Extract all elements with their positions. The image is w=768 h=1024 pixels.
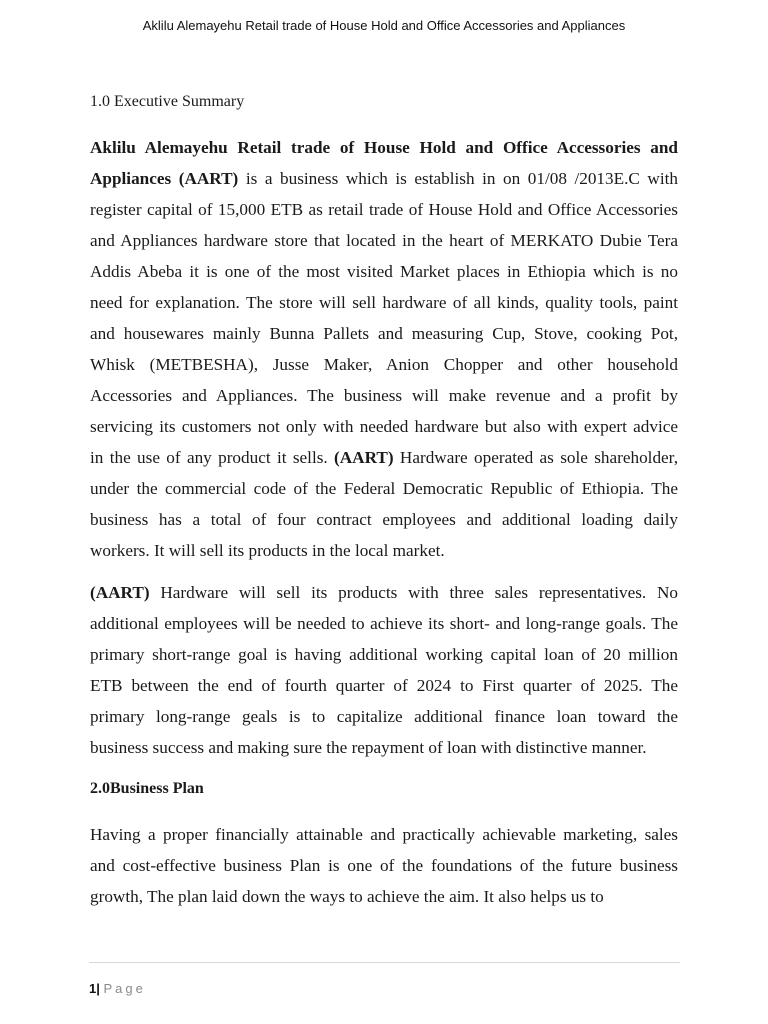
bold-text: (AART) — [334, 448, 394, 467]
text-line — [90, 411, 678, 442]
paragraph-business-plan — [90, 819, 678, 912]
bold-text: Aklilu Alemayehu Retail trade of House Hold and Office Accessories and — [90, 138, 678, 157]
running-header: Aklilu Alemayehu Retail trade of House Hold and Office Accessories and Appliances — [142, 18, 626, 33]
text-line — [90, 473, 678, 504]
heading-executive-summary: 1.0 Executive Summary — [90, 93, 245, 110]
text-segment: in the use of any product it sells. — [90, 448, 335, 467]
text-line — [90, 225, 678, 256]
text-segment: Hardware will sell its products with three sales representatives. No — [149, 583, 678, 602]
heading-business-plan: 2.0Business Plan — [90, 780, 204, 797]
footer-divider — [89, 962, 680, 963]
text-line — [90, 608, 678, 639]
text-segment: primary long-range geals is to capitalize additional finance loan toward the — [90, 707, 678, 726]
text-line — [90, 318, 678, 349]
text-line — [90, 577, 678, 608]
text-line — [90, 287, 678, 318]
page-label: Page — [103, 981, 146, 996]
text-line — [90, 163, 678, 194]
text-line — [90, 256, 678, 287]
text-line — [90, 639, 678, 670]
page-footer — [89, 981, 146, 996]
text-segment: and housewares mainly Bunna Pallets and measuring Cup, Stove, cooking Pot, — [90, 324, 678, 343]
text-line — [90, 349, 678, 380]
text-segment: is a business which is establish in on 01/08 /2013E.C with — [238, 169, 678, 188]
text-segment: ETB between the end of fourth quarter of 2024 to First quarter of 2025. The — [90, 676, 678, 695]
text-segment: Hardware operated as sole shareholder, — [393, 448, 678, 467]
footer-separator: | — [96, 981, 100, 996]
text-segment: primary short-range goal is having additional working capital loan of 20 million — [90, 645, 678, 664]
text-line — [90, 132, 678, 163]
paragraph-summary — [90, 132, 678, 566]
text-line — [90, 535, 678, 566]
text-segment: business success and making sure the repayment of loan with distinctive manner. — [90, 738, 647, 757]
text-segment: Having a proper financially attainable and practically achievable marketing, sales — [90, 825, 678, 844]
text-line — [90, 194, 678, 225]
text-line — [90, 850, 678, 881]
text-segment: under the commercial code of the Federal Democratic Republic of Ethiopia. The — [90, 479, 678, 498]
text-segment: Addis Abeba it is one of the most visited Market places in Ethiopia which is no — [90, 262, 678, 281]
text-segment: need for explanation. The store will sell hardware of all kinds, quality tools, paint — [90, 293, 678, 312]
text-segment: additional employees will be needed to achieve its short- and long-range goals. The — [90, 614, 678, 633]
text-segment: register capital of 15,000 ETB as retail trade of House Hold and Office Accessories — [90, 200, 678, 219]
text-line — [90, 732, 678, 763]
bold-text: Appliances (AART) — [90, 169, 239, 188]
text-line — [90, 701, 678, 732]
text-line — [90, 881, 678, 912]
text-line — [90, 670, 678, 701]
text-segment: and cost-effective business Plan is one of the foundations of the future business — [90, 856, 678, 875]
text-segment: business has a total of four contract employees and additional loading daily — [90, 510, 678, 529]
page-number: 1 — [89, 981, 97, 996]
text-segment: and Appliances hardware store that located in the heart of MERKATO Dubie Tera — [90, 231, 678, 250]
text-line — [90, 819, 678, 850]
text-segment: growth, The plan laid down the ways to achieve the aim. It also helps us to — [90, 887, 604, 906]
text-segment: Accessories and Appliances. The business will make revenue and a profit by — [90, 386, 678, 405]
text-line — [90, 380, 678, 411]
bold-text: (AART) — [90, 583, 150, 602]
text-segment: workers. It will sell its products in the local market. — [90, 541, 445, 560]
text-line — [90, 442, 678, 473]
text-segment: servicing its customers not only with needed hardware but also with expert advice — [90, 417, 678, 436]
text-line — [90, 504, 678, 535]
paragraph-sales — [90, 577, 678, 763]
text-segment: Whisk (METBESHA), Jusse Maker, Anion Chopper and other household — [90, 355, 678, 374]
